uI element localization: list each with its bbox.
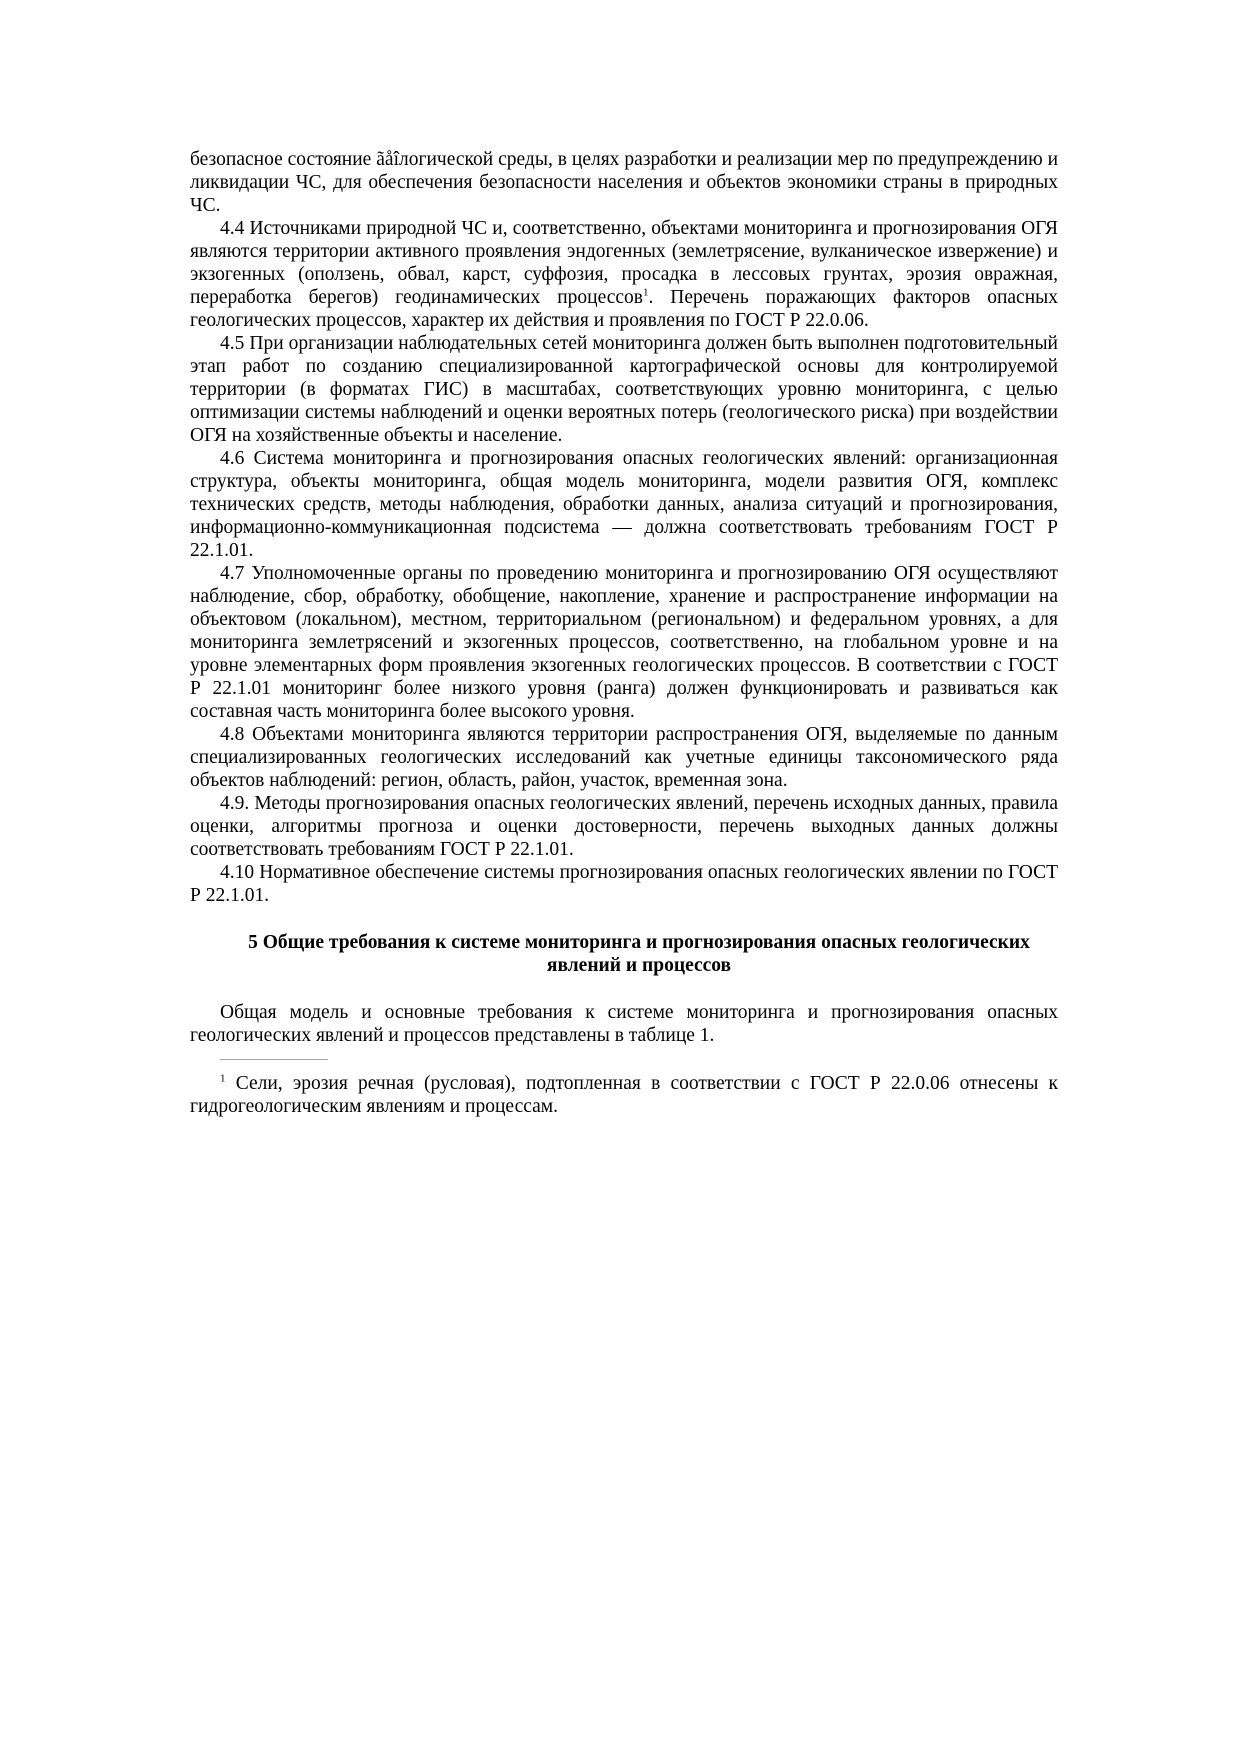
footnote (190, 1072, 1058, 1118)
section-5-heading (190, 931, 1058, 977)
paragraph-4-5: 4.5 При организации наблюдательных сетей мониторинга должен быть выполнен подготовительный этап работ по созданию специализированной картографической основы для контролируемой территории (в форматах ГИС) в масштабах, соответствующих уровню мониторинга, с целью оптимизации системы наблюдений и оценки вероятных потерь (геологического риска) при воздействии ОГЯ на хозяйственные объекты и население. (190, 333, 1058, 446)
footnote-text: Сели, эрозия речная (русловая), подтопленная в соответствии с ГОСТ Р 22.0.06 отнесены к гидрогеологическим явлениям и процессам. (190, 1073, 1058, 1117)
footnote-separator (220, 1059, 328, 1060)
section-5-heading-line-1: 5 Общие требования к системе мониторинга и прогнозирования опасных геологических (248, 932, 1030, 953)
paragraph-4-9: 4.9. Методы прогнозирования опасных геологических явлений, перечень исходных данных, правила оценки, алгоритмы прогноза и оценки достоверности, перечень выходных данных должны соответствовать требованиям ГОСТ Р 22.1.01. (190, 793, 1058, 860)
paragraph-4-4 (190, 217, 1058, 332)
paragraph-4-10: 4.10 Нормативное обеспечение системы прогнозирования опасных геологических явлении по ГОСТ Р 22.1.01. (190, 862, 1058, 906)
paragraph-4-6: 4.6 Система мониторинга и прогнозирования опасных геологических явлений: организационная структура, объекты мониторинга, общая модель мониторинга, модели развития ОГЯ, комплекс технических средств, методы наблюдения, обработки данных, анализа ситуаций и прогнозирования, информационно-коммуникационная подсистема — должна соответствовать требованиям ГОСТ Р 22.1.01. (190, 448, 1058, 561)
footnote-mark: 1 (220, 1072, 226, 1085)
paragraph-4-8: 4.8 Объектами мониторинга являются территории распространения ОГЯ, выделяемые по данным специализированных геологических исследований как учетные единицы таксономического ряда объектов наблюдений: регион, область, район, участок, временная зона. (190, 724, 1058, 791)
paragraph-4-7: 4.7 Уполномоченные органы по проведению мониторинга и прогнозированию ОГЯ осуществляют наблюдение, сбор, обработку, обобщение, накопление, хранение и распространение информации на объектовом (локальном), местном, территориальном (региональном) и федеральном уровнях, а для мониторинга землетрясений и экзогенных процессов, соответственно, на глобальном уровне и на уровне элементарных форм проявления экзогенных геологических процессов. В соответствии с ГОСТ Р 22.1.01 мониторинг более низкого уровня (ранга) должен функционировать и развиваться как составная часть мониторинга более высокого уровня. (190, 563, 1058, 722)
footnote-reference: 1 (642, 286, 649, 299)
section-5-heading-line-2: явлений и процессов (546, 955, 732, 976)
paragraph-continuation: безопасное состояние ãåîлогической среды, в целях разработки и реализации мер по предупреждению и ликвидации ЧС, для обеспечения безопасности населения и объектов экономики страны в природных ЧС. (190, 149, 1058, 216)
paragraph-4-4-text: 4.4 Источниками природной ЧС и, соответственно, объектами мониторинга и прогнозирования ОГЯ являются территории активного проявления эндогенных (землетрясение, вулканическое извержение) и экзогенных (оползень, обвал, карст, суффозия, просадка в лессовых грунтах, эрозия овражная, переработка берегов) геодинамических процессов (190, 218, 1058, 308)
section-5-intro: Общая модель и основные требования к системе мониторинга и прогнозирования опасных геологических явлений и процессов представлены в таблице 1. (190, 1002, 1058, 1046)
paragraph-4-4-text-end: . Перечень поражающих факторов опасных геологических процессов, характер их действия и проявления по ГОСТ Р 22.0.06. (190, 287, 1058, 331)
document-page (190, 148, 1058, 1118)
